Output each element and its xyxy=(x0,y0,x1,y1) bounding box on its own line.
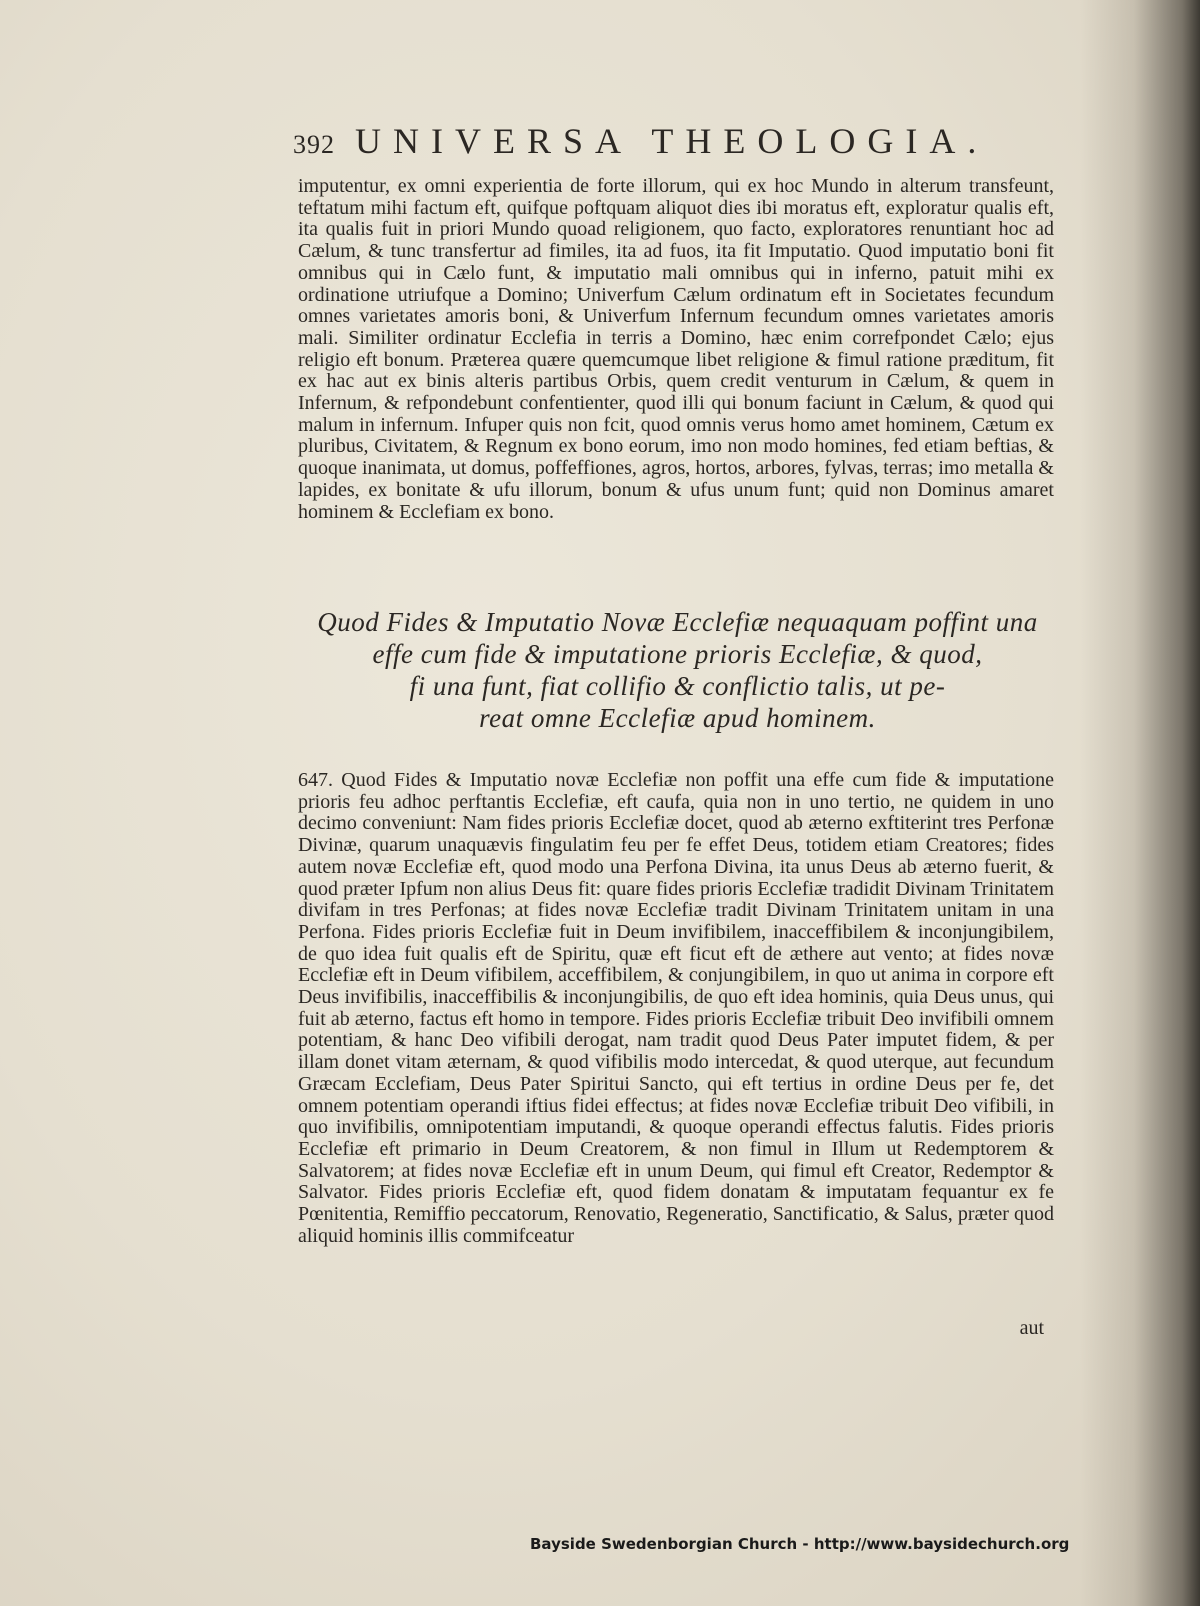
paragraph-1: imputentur, ex omni experientia de forte illorum, qui ex hoc Mundo in alterum transfeunt, teftatum mihi factum eft, quifque poftquam aliquot dies ibi moratus eft, exploratur qualis eft, ita qualis fuit in priori Mundo quoad religionem, quo facto, exploratores renuntiant hoc ad Cælum, & tunc transfertur ad fimiles, ita ad fuos, ita fit Imputatio. Quod imputatio boni fit omnibus qui in Cælo funt, & imputatio mali omnibus qui in inferno, patuit mihi ex ordinatione utriufque a Domino; Univerfum Cælum ordinatum eft in Societates fecundum omnes varietates amoris boni, & Univerfum Infernum fecundum omnes varietates amoris mali. Similiter ordinatur Ecclefia in terris a Domino, hæc enim correfpondet Cælo; ejus religio eft bonum. Præterea quære quemcumque libet religione & fimul ratione præditum, fit ex hac aut ex binis alteris partibus Orbis, quem credit venturum in Cælum, & quem in Infernum, & refpondebunt confentienter, quod illi qui bonum faciunt in Cælum, & quod qui malum in infernum. Infuper quis non fcit, quod omnis verus homo amet hominem, Cætum ex pluribus, Civitatem, & Regnum ex bono eorum, imo non modo homines, fed etiam beftias, & quoque inanimata, ut domus, poffeffiones, agros, hortos, arbores, fylvas, terras; imo metalla & lapides, ex bonitate & ufu illorum, bonum & ufus unum funt; quid non Dominus amaret hominem & Ecclefiam ex bono. xyxy=(298,175,1054,523)
footer-credit: Bayside Swedenborgian Church - http://www.baysidechurch.org xyxy=(530,1535,1070,1553)
page-gutter-shadow xyxy=(1080,0,1200,1606)
section-heading: Quod Fides & Imputatio Novæ Ecclefiæ nequaquam poffint una effe cum fide & imputatione prioris Ecclefiæ, & quod, fi una funt, fiat collifio & conflictio talis, ut pe- reat omne Ecclefiæ apud hominem. xyxy=(317,607,1038,733)
page-number: 392 xyxy=(293,130,335,159)
paragraph-647: 647. Quod Fides & Imputatio novæ Ecclefiæ non poffit una effe cum fide & imputatione prioris feu adhoc perftantis Ecclefiæ, eft caufa, quia non in uno tertio, ne quidem in uno decimo conveniunt: Nam fides prioris Ecclefiæ docet, quod ab æterno exftiterint tres Perfonæ Divinæ, quarum unaquævis fingulatim feu per fe effet Deus, totidem etiam Creatores; fides autem novæ Ecclefiæ eft, quod modo una Perfona Divina, ita unus Deus ab æterno fuerit, & quod præter Ipfum non alius Deus fit: quare fides prioris Ecclefiæ tradidit Divinam Trinitatem divifam in tres Perfonas; at fides novæ Ecclefiæ tradit Divinam Trinitatem unitam in una Perfona. Fides prioris Ecclefiæ fuit in Deum invifibilem, inacceffibilem & inconjungibilem, de quo idea fuit qualis eft de Spiritu, quæ eft ficut eft de æthere aut vento; at fides novæ Ecclefiæ eft in Deum vifibilem, acceffibilem, & conjungibilem, in quo ut anima in corpore eft Deus invifibilis, inacceffibilis & inconjungibilis, de quo eft idea hominis, quia Deus unus, qui fuit ab æterno, factus eft homo in tempore. Fides prioris Ecclefiæ tribuit Deo invifibili omnem potentiam, & hanc Deo vifibili derogat, nam tradit quod Deus Pater imputet fidem, & per illam donet vitam æternam, & quod vifibilis modo intercedat, & quod uterque, aut fecundum Græcam Ecclefiam, Deus Pater Spiritui Sancto, qui eft tertius in ordine Deus per fe, det omnem potentiam operandi iftius fidei effectus; at fides novæ Ecclefiæ tribuit Deo vifibili, in quo invifibilis, omnipotentiam imputandi, & quoque operandi effectus falutis. Fides prioris Ecclefiæ eft primario in Deum Creatorem, & non fimul in Illum ut Redemptorem & Salvatorem; at fides novæ Ecclefiæ eft in unum Deum, qui fimul eft Creator, Redemptor & Salvator. Fides prioris Ecclefiæ eft, quod fidem donatam & imputatam fequantur ex fe Pœnitentia, Remiffio peccatorum, Renovatio, Regeneratio, Sanctificatio, & Salus, præter quod aliquid hominis illis commifceatur xyxy=(298,769,1054,1247)
running-head: UNIVERSA THEOLOGIA. xyxy=(355,121,989,161)
page-header xyxy=(293,120,1033,166)
catchword: aut xyxy=(1019,1317,1044,1339)
